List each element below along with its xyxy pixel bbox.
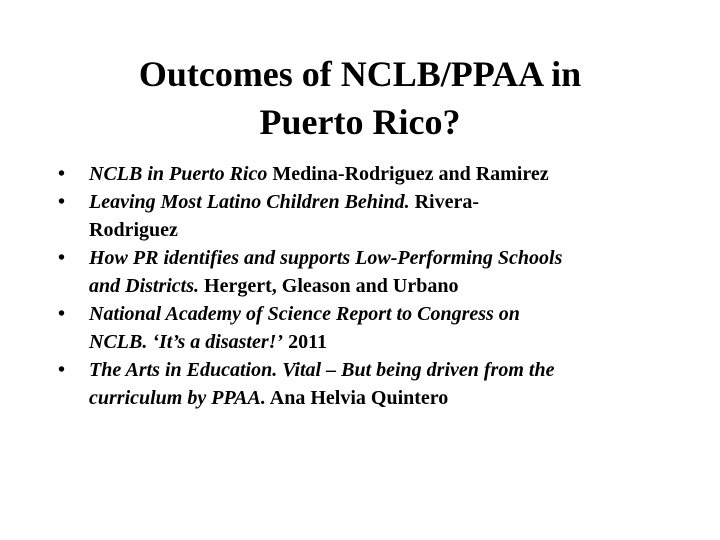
bullet-line	[89, 384, 695, 412]
reference-title: Leaving Most Latino Children Behind.	[89, 191, 410, 213]
bullet-item	[55, 300, 695, 356]
bullet-item	[55, 160, 695, 188]
bullet-line	[89, 328, 695, 356]
slide-title	[60, 50, 660, 146]
bullet-icon: •	[58, 163, 66, 185]
reference-title: and Districts.	[89, 275, 200, 297]
bullet-line	[89, 356, 695, 384]
bullet-line	[89, 160, 695, 188]
reference-title: NCLB in Puerto Rico	[89, 163, 268, 185]
bullet-line	[89, 188, 695, 216]
reference-title: curriculum by PPAA.	[89, 387, 266, 409]
bullet-line	[89, 272, 695, 300]
bullet-list	[55, 160, 695, 412]
bullet-icon: •	[58, 191, 66, 213]
bullet-item	[55, 188, 695, 244]
reference-author: Medina-Rodriguez and Ramirez	[267, 163, 549, 185]
reference-author: Hergert, Gleason and Urbano	[199, 275, 459, 297]
reference-author: Ana Helvia Quintero	[265, 387, 449, 409]
bullet-line	[89, 244, 695, 272]
reference-title: How PR identifies and supports Low-Performing Schools	[89, 247, 563, 269]
bullet-icon: •	[58, 247, 66, 269]
title-line: Puerto Rico?	[259, 102, 461, 142]
bullet-icon: •	[58, 303, 66, 325]
reference-title: NCLB. ‘It’s a disaster!’	[89, 331, 284, 353]
reference-author: Rivera-	[409, 191, 480, 213]
reference-author: Rodriguez	[89, 219, 178, 241]
bullet-line	[89, 216, 695, 244]
bullet-item	[55, 244, 695, 300]
bullet-line	[89, 300, 695, 328]
title-line: Outcomes of NCLB/PPAA in	[138, 54, 582, 94]
bullet-icon: •	[58, 359, 66, 381]
reference-title: National Academy of Science Report to Congress on	[89, 303, 520, 325]
reference-title: The Arts in Education. Vital – But being driven from the	[89, 359, 555, 381]
reference-year: 2011	[283, 331, 327, 353]
bullet-item	[55, 356, 695, 412]
